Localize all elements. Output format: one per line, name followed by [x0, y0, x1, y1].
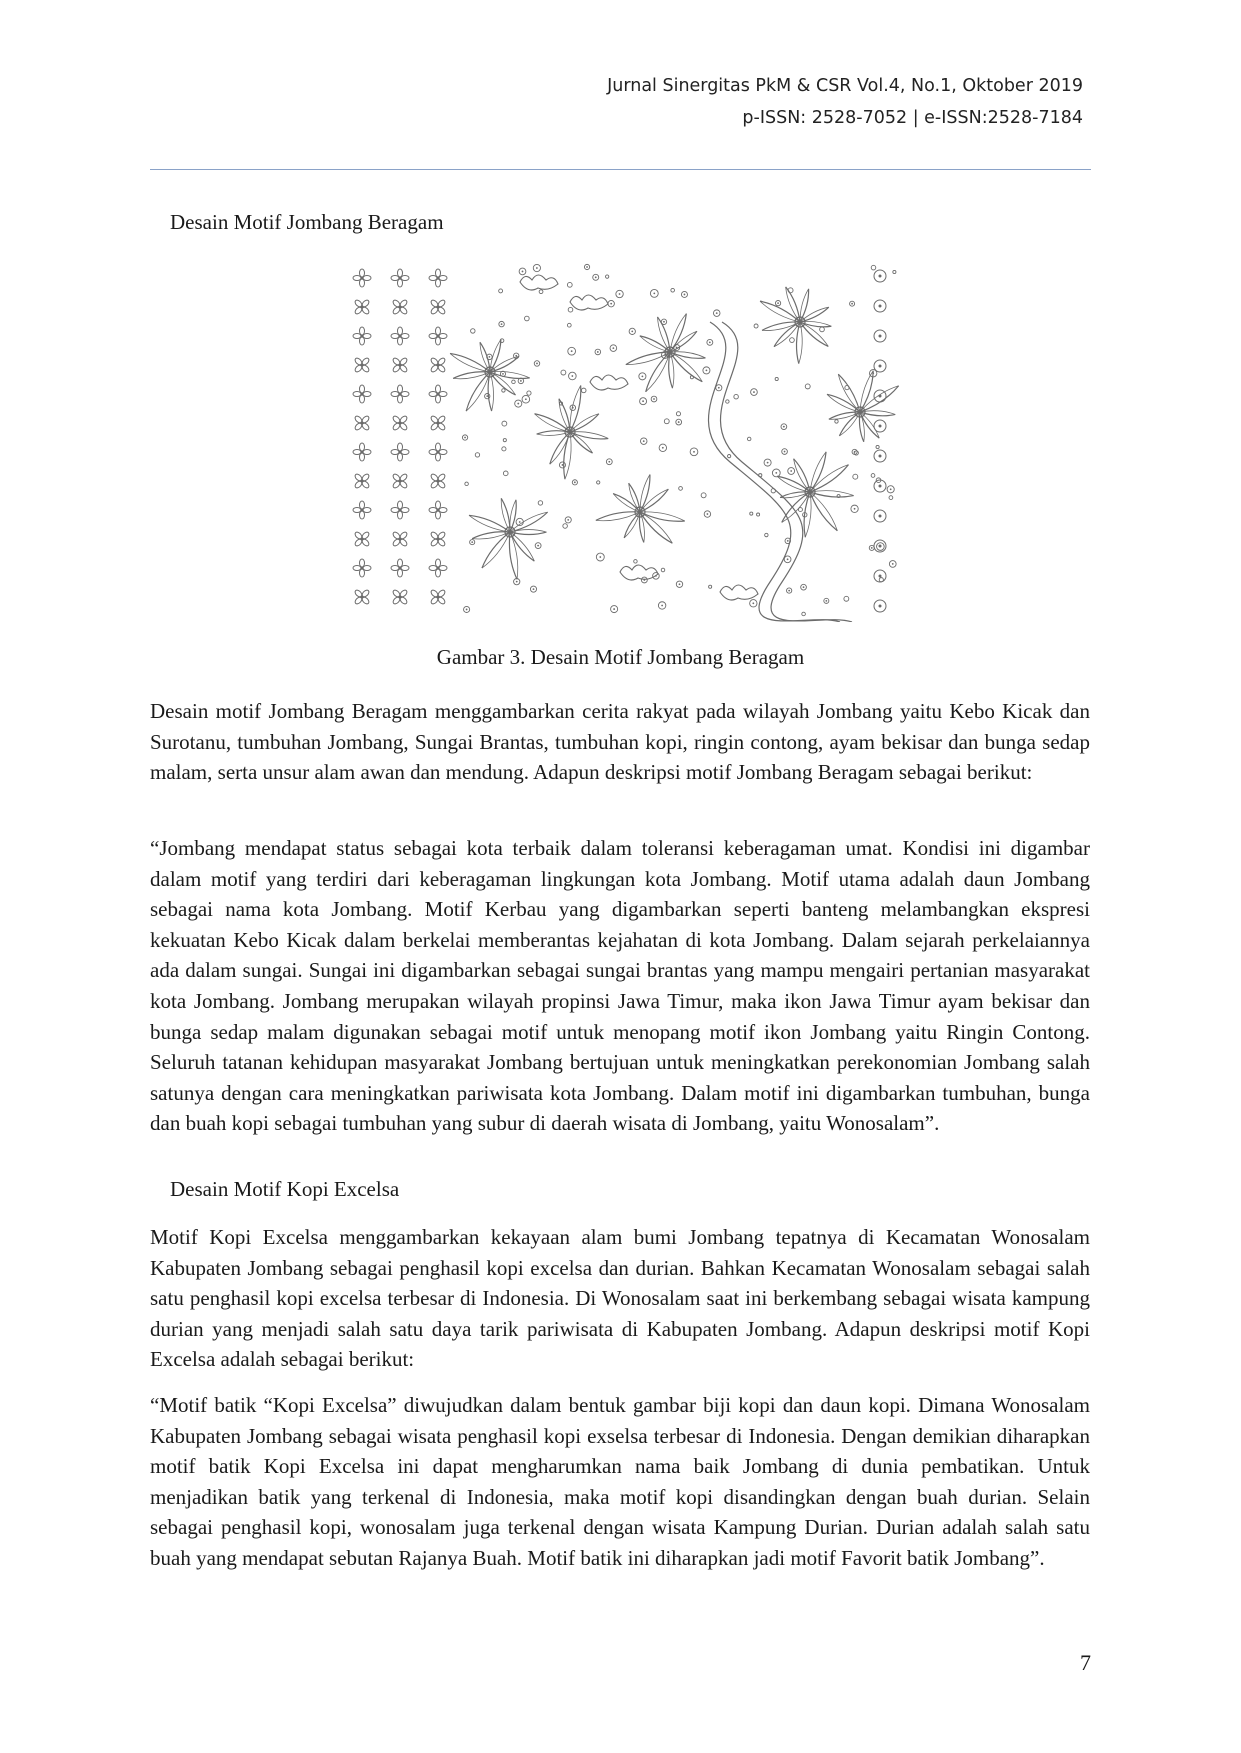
batik-dot-flower-icon — [499, 289, 503, 293]
batik-dot-flower-icon — [650, 289, 658, 297]
batik-dot-flower-icon — [502, 389, 505, 392]
batik-dot-flower-icon — [703, 367, 710, 374]
batik-dot-flower-icon — [519, 268, 526, 275]
batik-dot-flower-icon — [782, 449, 788, 455]
batik-dot-flower-icon — [568, 347, 576, 355]
batik-dot-flower-icon — [751, 389, 758, 396]
batik-dot-flower-icon — [651, 396, 657, 402]
batik-dot-flower-icon — [713, 310, 720, 317]
section-title-kopi-excelsa: Desain Motif Kopi Excelsa — [170, 1177, 400, 1201]
batik-dot-flower-icon — [639, 373, 646, 380]
batik-dot-flower-icon — [854, 451, 858, 455]
batik-dot-flower-icon — [611, 606, 618, 613]
batik-dot-flower-icon — [512, 380, 516, 384]
batik-dot-flower-icon — [701, 493, 706, 498]
batik-dot-flower-icon — [475, 453, 479, 457]
batik-flower-icon — [430, 357, 446, 373]
paragraph-description-jombang: Desain motif Jombang Beragam menggambarkan cerita rakyat pada wilayah Jombang yaitu Kebo Kicak dan Surotanu, tumbuhan Jombang, Sungai Brantas, tumbuhan kopi, ringin contong, ayam bekisar dan bunga sedap malam, serta unsur alam awan dan mendung. Adapun deskripsi motif Jombang Beragam sebagai berikut: — [150, 699, 1090, 785]
batik-dot-flower-icon — [771, 489, 775, 493]
batik-flower-icon — [430, 531, 446, 547]
batik-dot-flower-icon — [871, 474, 875, 478]
batik-dot-flower-icon — [889, 496, 893, 500]
batik-dot-flower-icon — [853, 474, 858, 479]
batik-leaf-burst-icon — [626, 314, 706, 392]
batik-dot-flower-icon — [535, 543, 541, 549]
paragraph-description-kopi: Motif Kopi Excelsa menggambarkan kekayaan alam bumi Jombang tepatnya di Kecamatan Wonosalam Kabupaten Jombang sebagai penghasil kopi excelsa dan durian. Bahkan Kecamatan Wonosalam sebagai salah satu penghasil kopi excelsa terbesar di Indonesia. Di Wonosalam saat ini berkembang sebagai wisata kampung durian yang menjadi salah satu daya tarik pariwisata di Kabupaten Jombang. Adapun deskripsi motif Kopi Excelsa adalah sebagai berikut: — [150, 1225, 1090, 1372]
batik-dot-flower-icon — [565, 517, 571, 523]
batik-dot-flower-icon — [641, 577, 647, 583]
batik-dot-flower-icon — [734, 394, 738, 398]
batik-dot-flower-icon — [563, 524, 568, 529]
batik-dot-flower-icon — [690, 448, 698, 456]
batik-dot-flower-icon — [805, 384, 810, 389]
batik-dot-flower-icon — [747, 437, 750, 440]
batik-flower-icon — [391, 327, 409, 345]
batik-flower-icon — [391, 443, 409, 461]
batik-dot-flower-icon — [781, 424, 787, 430]
batik-dot-flower-icon — [709, 585, 712, 588]
batik-dot-flower-icon — [500, 371, 505, 376]
batik-dot-flower-icon — [572, 480, 577, 485]
paragraph-quote-kopi: “Motif batik “Kopi Excelsa” diwujudkan dalam bentuk gambar biji kopi dan daun kopi. Dimana Wonosalam Kabupaten Jombang sebagai wisata penghasil kopi exselsa terbesar di Indonesia. Dengan demikian diharapkan motif batik Kopi Excelsa ini dapat mengharumkan nama baik Jombang di dunia pembatikan. Untuk menjadikan batik yang terkenal di Indonesia, maka motif kopi disandingkan dengan buah durian. Selain sebagai penghasil kopi, wonosalam juga terkenal dengan wisata Kampung Durian. Durian adalah salah satu buah yang mendapat sebutan Rajanya Buah. Motif batik ini diharapkan jadi motif Favorit batik Jombang”. — [150, 1393, 1090, 1570]
batik-flower-icon — [391, 559, 409, 577]
batik-dot-flower-icon — [465, 482, 468, 485]
batik-dot-flower-icon — [704, 511, 710, 517]
batik-dot-flower-icon — [503, 471, 508, 476]
batik-dot-flower-icon — [871, 265, 876, 270]
batik-dot-flower-icon — [584, 264, 589, 269]
batik-dot-flower-icon — [533, 264, 540, 271]
batik-dot-flower-icon — [787, 588, 792, 593]
batik-dot-flower-icon — [522, 395, 530, 403]
batik-dot-flower-icon — [707, 339, 713, 345]
batik-dot-flower-icon — [640, 398, 647, 405]
batik-dot-flower-icon — [499, 321, 504, 326]
batik-dot-flower-icon — [606, 275, 609, 278]
batik-flower-icon — [354, 357, 370, 373]
batik-dot-flower-icon — [728, 454, 731, 457]
batik-dot-flower-icon — [716, 385, 722, 391]
batik-cloud-icon — [620, 565, 658, 580]
batik-flower-icon — [429, 559, 447, 577]
page-number: 7 — [1080, 1650, 1091, 1675]
batik-dot-flower-icon — [726, 400, 729, 403]
batik-flower-icon — [391, 269, 409, 287]
batik-dot-flower-icon — [676, 419, 682, 425]
batik-dot-flower-icon — [889, 561, 896, 568]
batik-flower-icon — [354, 415, 370, 431]
batik-cloud-icon — [570, 295, 608, 310]
batik-dot-flower-icon — [851, 505, 858, 512]
batik-flower-icon — [353, 385, 371, 403]
batik-dot-flower-icon — [845, 385, 849, 389]
batik-flower-icon — [354, 299, 370, 315]
batik-leaf-burst-icon — [777, 452, 854, 537]
batik-dot-flower-icon — [757, 513, 760, 516]
batik-motif-illustration — [340, 262, 900, 622]
batik-dot-flower-icon — [567, 323, 571, 327]
batik-leaf-burst-icon — [596, 474, 685, 543]
batik-dot-flower-icon — [681, 291, 687, 297]
batik-dot-flower-icon — [502, 421, 507, 426]
batik-dot-flower-icon — [765, 533, 768, 536]
batik-dot-flower-icon — [676, 412, 680, 416]
figure-caption: Gambar 3. Desain Motif Jombang Beragam — [436, 645, 805, 669]
batik-dot-flower-icon — [659, 444, 666, 451]
batik-dot-flower-icon — [581, 388, 586, 393]
batik-dot-flower-icon — [610, 345, 617, 352]
batik-dot-flower-icon — [640, 438, 647, 445]
batik-flower-icon — [392, 415, 408, 431]
batik-dot-flower-icon — [887, 486, 894, 493]
batik-flower-icon — [429, 443, 447, 461]
batik-flower-icon — [392, 299, 408, 315]
batik-dot-flower-icon — [764, 459, 771, 466]
batik-dot-flower-icon — [502, 447, 506, 451]
batik-dot-flower-icon — [596, 553, 604, 561]
batik-dot-flower-icon — [597, 481, 600, 484]
batik-flower-icon — [353, 327, 371, 345]
batik-dot-flower-icon — [629, 328, 635, 334]
batik-dot-flower-icon — [802, 612, 806, 616]
batik-flower-icon — [392, 531, 408, 547]
batik-dot-flower-icon — [679, 487, 683, 491]
batik-dot-flower-icon — [470, 540, 475, 545]
batik-dot-flower-icon — [772, 469, 780, 477]
batik-flower-icon — [429, 385, 447, 403]
batik-leaf-burst-icon — [469, 498, 548, 579]
batik-leaf-burst-icon — [760, 287, 831, 364]
batik-dot-flower-icon — [471, 329, 475, 333]
batik-dot-flower-icon — [559, 462, 565, 468]
header-divider — [150, 169, 1091, 170]
batik-dot-flower-icon — [876, 445, 879, 448]
batik-flower-icon — [429, 501, 447, 519]
batik-dot-flower-icon — [661, 568, 665, 572]
batik-dot-flower-icon — [788, 468, 795, 475]
batik-dot-flower-icon — [538, 501, 542, 505]
batik-cloud-icon — [520, 275, 558, 290]
batik-flower-icon — [353, 559, 371, 577]
batik-flower-icon — [430, 473, 446, 489]
batik-flower-icon — [353, 269, 371, 287]
batik-cloud-icon — [590, 375, 628, 390]
batik-dot-flower-icon — [820, 327, 825, 332]
batik-flower-icon — [430, 589, 446, 605]
batik-flower-icon — [430, 299, 446, 315]
batik-cloud-icon — [720, 585, 758, 600]
batik-dot-flower-icon — [530, 586, 536, 592]
batik-dot-flower-icon — [658, 602, 665, 609]
batik-dot-flower-icon — [561, 370, 566, 375]
batik-leaf-burst-icon — [827, 371, 899, 442]
batik-dot-flower-icon — [664, 419, 669, 424]
batik-dot-flower-icon — [850, 301, 855, 306]
batik-dot-flower-icon — [893, 270, 896, 273]
batik-dot-flower-icon — [790, 338, 795, 343]
batik-dot-flower-icon — [525, 316, 530, 321]
batik-dot-flower-icon — [567, 282, 572, 287]
batik-dot-flower-icon — [593, 274, 599, 280]
batik-dot-flower-icon — [671, 288, 675, 292]
issn-line: p-ISSN: 2528-7052 | e-ISSN:2528-7184 — [742, 108, 1083, 128]
batik-dot-flower-icon — [754, 324, 758, 328]
batik-dot-flower-icon — [801, 584, 807, 590]
batik-flower-icon — [354, 589, 370, 605]
batik-dot-flower-icon — [462, 435, 467, 440]
batik-flower-icon — [354, 473, 370, 489]
batik-dot-flower-icon — [775, 377, 778, 380]
batik-dot-flower-icon — [514, 353, 519, 358]
batik-dot-flower-icon — [798, 508, 802, 512]
batik-motif-figure — [340, 262, 900, 622]
batik-dot-flower-icon — [676, 581, 682, 587]
batik-flower-icon — [392, 473, 408, 489]
batik-dot-flower-icon — [844, 596, 849, 601]
batik-leaf-burst-icon — [535, 385, 609, 479]
batik-flower-icon — [429, 327, 447, 345]
batik-flower-icon — [391, 501, 409, 519]
batik-flower-icon — [354, 531, 370, 547]
batik-dot-flower-icon — [595, 349, 601, 355]
batik-dot-flower-icon — [539, 290, 543, 294]
batik-dot-flower-icon — [515, 400, 522, 407]
batik-dot-flower-icon — [527, 391, 531, 395]
batik-dot-flower-icon — [534, 361, 539, 366]
batik-dot-flower-icon — [606, 459, 612, 465]
batik-flower-icon — [392, 589, 408, 605]
batik-flower-icon — [430, 415, 446, 431]
batik-dot-flower-icon — [784, 556, 791, 563]
batik-dot-flower-icon — [775, 301, 780, 306]
batik-dot-flower-icon — [616, 290, 623, 297]
batik-dot-flower-icon — [661, 319, 666, 324]
batik-dot-flower-icon — [750, 600, 757, 607]
batik-dot-flower-icon — [568, 307, 573, 312]
batik-dot-flower-icon — [485, 393, 490, 398]
batik-dot-flower-icon — [835, 420, 838, 423]
batik-flower-icon — [353, 443, 371, 461]
batik-flower-icon — [429, 269, 447, 287]
paragraph-quote-jombang: “Jombang mendapat status sebagai kota terbaik dalam toleransi keberagaman umat. Kondisi ini digambar dalam motif yang terdiri dari keberagaman lingkungan kota Jombang. Motif utama adalah daun Jombang sebagai nama kota Jombang. Motif Kerbau yang digambarkan seperti banteng melambangkan ekspresi kekuatan Kebo Kicak dalam berkelai memberantas kejahatan di kota Jombang. Dalam sejarah perkelaiannya ada dalam sungai. Sungai ini digambarkan sebagai sungai brantas yang mampu mengairi pertanian masyarakat kota Jombang. Jombang merupakan wilayah propinsi Jawa Timur, maka ikon Jawa Timur ayam bekisar dan bunga sedap malam digunakan sebagai motif untuk menopang motif ikon Jombang yaitu Ringin Contong. Seluruh tatanan kehidupan masyarakat Jombang bertujuan untuk meningkatkan perekonomian Jombang salah satunya dengan cara meningkatkan pariwisata kota Jombang. Dalam motif ini digambarkan tumbuhan, bunga dan buah kopi sebagai tumbuhan yang subur di daerah wisata di Jombang, yaitu Wonosalam”. — [150, 836, 1090, 1136]
section-title-jombang-beragam: Desain Motif Jombang Beragam — [170, 210, 444, 234]
journal-title: Jurnal Sinergitas PkM & CSR Vol.4, No.1, Oktober 2019 — [607, 76, 1083, 96]
page-header — [607, 70, 1083, 134]
batik-dot-flower-icon — [750, 512, 753, 515]
batik-dot-flower-icon — [464, 606, 470, 612]
batik-flower-icon — [391, 385, 409, 403]
batik-dot-flower-icon — [824, 598, 829, 603]
batik-flower-icon — [392, 357, 408, 373]
batik-dot-flower-icon — [608, 300, 614, 306]
batik-dot-flower-icon — [634, 560, 637, 563]
batik-dot-flower-icon — [569, 372, 577, 380]
batik-flower-icon — [353, 501, 371, 519]
batik-dot-flower-icon — [503, 439, 506, 442]
